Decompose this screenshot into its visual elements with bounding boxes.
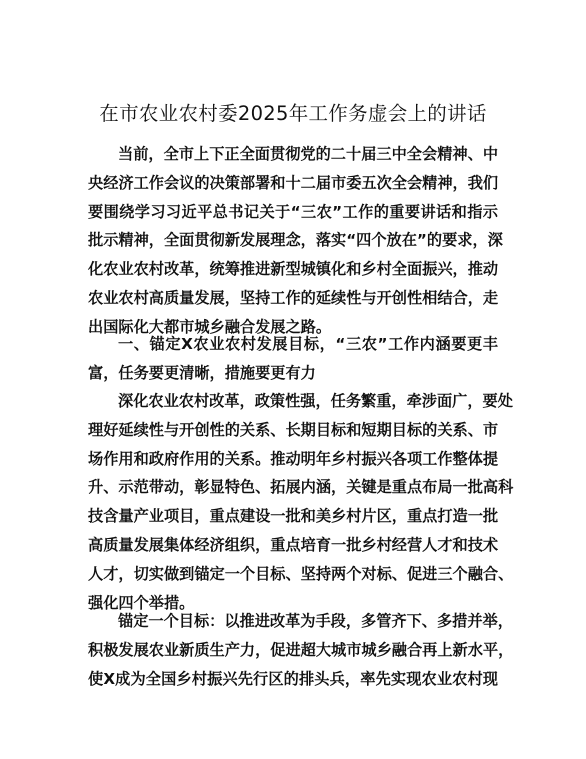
text-line: 深化农业农村改革，政策性强，任务繁重，牵涉面广，要处 — [118, 392, 513, 410]
paragraph-intro — [88, 140, 503, 342]
text-line: 当前，全市上下正全面贯彻党的二十届三中全会精神、中 — [118, 145, 498, 163]
document-title: 在市农业农村委2025年工作务虚会上的讲话 — [99, 102, 487, 125]
text-line: 锚定一个目标：以推进改革为手段，多管齐下、多措并举， — [118, 612, 513, 630]
text-line: 央经济工作会议的决策部署和十二届市委五次全会精神，我们 — [88, 173, 499, 192]
text-line: 积极发展农业新质生产力，促进超大城市城乡融合再上新水平， — [88, 640, 514, 659]
text-line: 要围绕学习习近平总书记关于“三农”工作的重要讲话和指示 — [88, 202, 498, 221]
text-line: 化农业农村改革，统筹推进新型城镇化和乡村全面振兴，推动 — [88, 260, 499, 279]
text-line: 技含量产业项目，重点建设一批和美乡村片区，重点打造一批 — [88, 507, 499, 526]
paragraph-reform — [88, 387, 514, 617]
section-heading-1 — [88, 330, 498, 388]
text-line: 批示精神，全面贯彻新发展理念，落实“四个放在”的要求，深 — [88, 231, 503, 250]
text-line: 一、锚定X农业农村发展目标，“三农”工作内涵要更丰 — [118, 335, 498, 353]
text-line: 出国际化大都市城乡融合发展之路。 — [88, 317, 331, 336]
text-line: 升、示范带动，彰显特色、拓展内涵，关键是重点布局一批高科 — [88, 478, 514, 497]
text-line: 理好延续性与开创性的关系、长期目标和短期目标的关系、市 — [88, 420, 499, 439]
text-line: 使X成为全国乡村振兴先行区的排头兵，率先实现农业农村现 — [88, 669, 498, 688]
paragraph-goal — [88, 607, 514, 693]
text-line: 农业农村高质量发展，坚持工作的延续性与开创性相结合，走 — [88, 288, 499, 307]
text-line: 人才，切实做到锚定一个目标、坚持两个对标、促进三个融合、 — [88, 564, 514, 583]
text-line: 强化四个举措。 — [88, 593, 195, 612]
text-line: 场作用和政府作用的关系。推动明年乡村振兴各项工作整体提 — [88, 449, 499, 468]
text-line: 高质量发展集体经济组织，重点培育一批乡村经营人才和技术 — [88, 535, 499, 554]
text-line: 富，任务要更清晰，措施要更有力 — [88, 363, 316, 382]
